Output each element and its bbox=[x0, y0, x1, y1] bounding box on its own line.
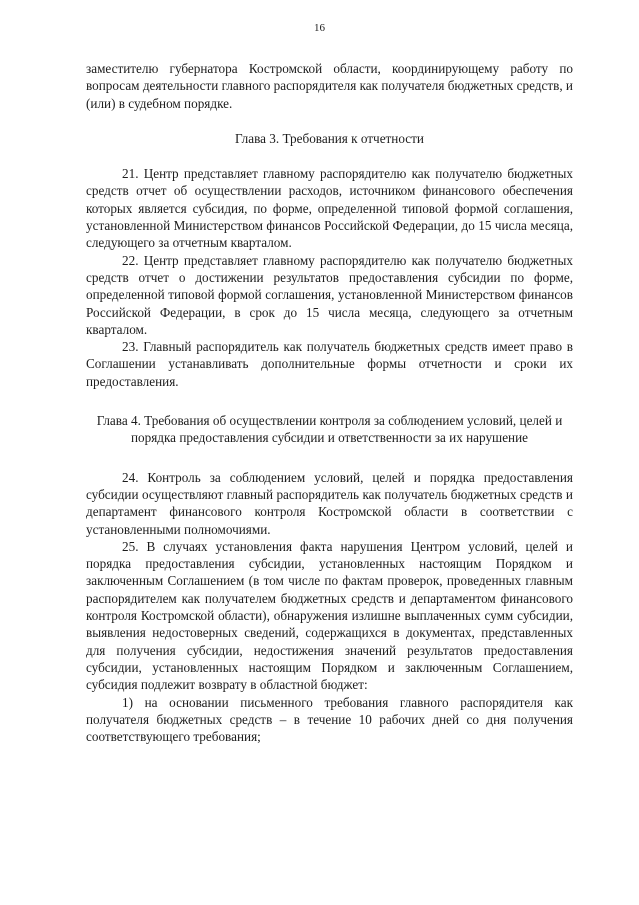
document-body bbox=[86, 60, 573, 745]
chapter-3-title: Глава 3. Требования к отчетности bbox=[235, 130, 424, 146]
page-number: 16 bbox=[314, 22, 325, 34]
paragraph-23: 23. Главный распорядитель как получатель бюджетных средств имеет право в Соглашении устанавливать дополнительные формы отчетности и сроки их предоставления. bbox=[86, 339, 573, 389]
intro-paragraph: заместителю губернатора Костромской области, координирующему работу по вопросам деятельности главного распорядителя как получателя бюджетных средств, и (или) в судебном порядке. bbox=[86, 61, 573, 111]
subitem-1: 1) на основании письменного требования главного распорядителя как получателя бюджетных средств – в течение 10 рабочих дней со дня получения соответствующего требования; bbox=[86, 694, 573, 745]
chapter-4-title: Глава 4. Требования об осуществлении контроля за соблюдением условий, целей и порядка предоставления субсидии и ответственности за их нарушение bbox=[96, 413, 563, 446]
paragraph-22: 22. Центр представляет главному распорядителю как получателю бюджетных средств отчет о достижении результатов предоставления субсидии по форме, определенной типовой формой соглашения, установленной Министерством финансов Российской Федерации, в срок до 15 числа месяца, следующего за отчетным кварталом. bbox=[86, 252, 573, 337]
paragraph-25: 25. В случаях установления факта нарушения Центром условий, целей и порядка предоставления субсидии, установленных настоящим Порядком и заключенным Соглашением (в том числе по фактам проверок, проведенных главным распорядителем как получателем бюджетных средств и департаментом финансового контроля Костромской области), обнаружения излишне выплаченных сумм субсидии, выявления недостоверных сведений, содержащихся в документах, представленных для получения субсидии, недостижения значений результатов предоставления субсидии, установленных настоящим Порядком и заключенным Соглашением, субсидия подлежит возврату в областной бюджет: bbox=[86, 538, 573, 693]
paragraph-21: 21. Центр представляет главному распорядителю как получателю бюджетных средств отчет об осуществлении расходов, источником финансового обеспечения которых является субсидия, по форме, определенной типовой формой соглашения, установленной Министерством финансов Российской Федерации, до 15 числа месяца, следующего за отчетным кварталом. bbox=[86, 166, 573, 251]
paragraph-24: 24. Контроль за соблюдением условий, целей и порядка предоставления субсидии осуществляют главный распорядитель как получатель бюджетных средств и департамент финансового контроля Костромской области в соответствии с установленными полномочиями. bbox=[86, 469, 573, 537]
